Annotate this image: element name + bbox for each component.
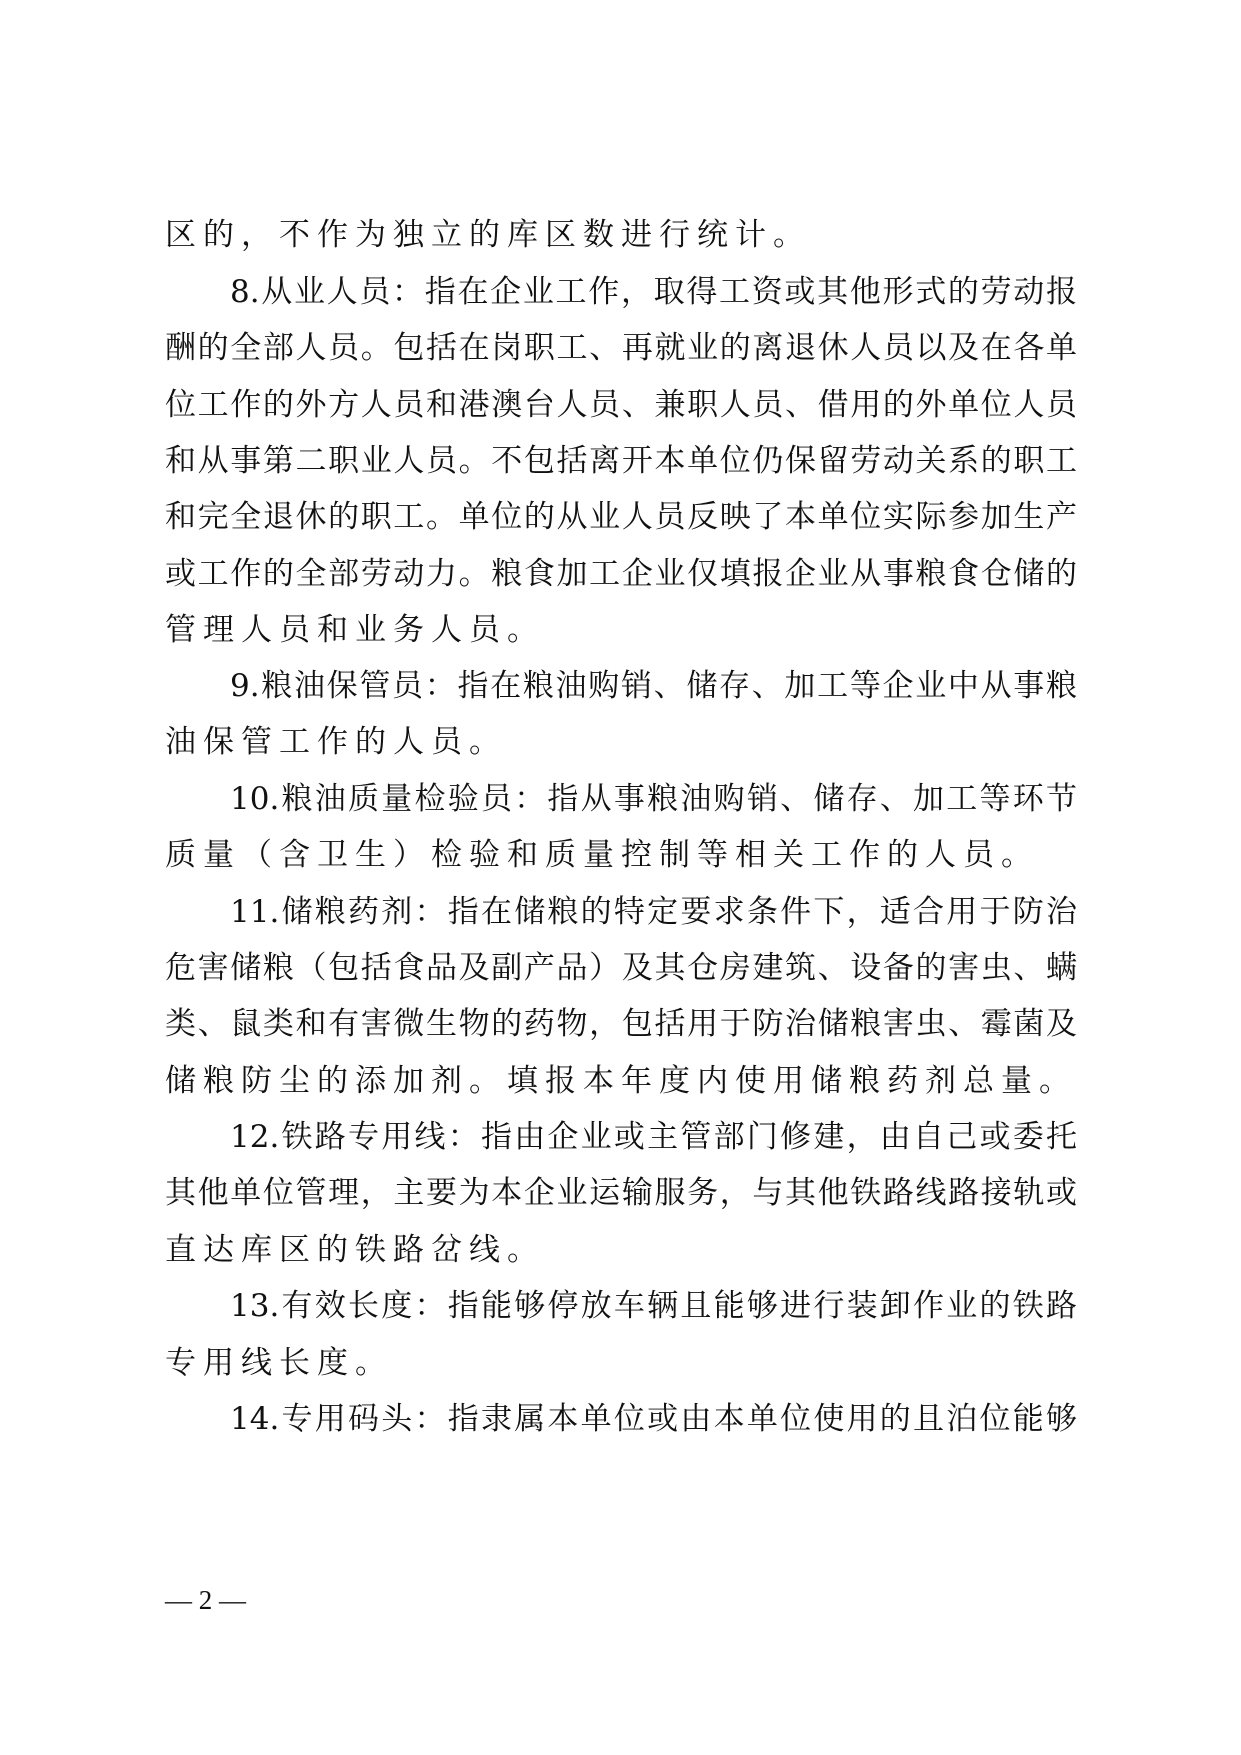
text-line: 或工作的全部劳动力。粮食加工企业仅填报企业从事粮食仓储的 [165, 556, 1077, 592]
text-line: 质量（含卫生）检验和质量控制等相关工作的人员。 [165, 837, 1039, 873]
text-line: 14.专用码头：指隶属本单位或由本单位使用的且泊位能够 [230, 1401, 1077, 1437]
text-line: 和完全退休的职工。单位的从业人员反映了本单位实际参加生产 [165, 499, 1077, 535]
text-line: 其他单位管理，主要为本企业运输服务，与其他铁路线路接轨或 [165, 1175, 1077, 1211]
text-line: 直达库区的铁路岔线。 [165, 1232, 545, 1268]
text-line: 区的，不作为独立的库区数进行统计。 [165, 217, 811, 253]
text-line: 8.从业人员：指在企业工作，取得工资或其他形式的劳动报 [230, 274, 1077, 310]
text-line: 储粮防尘的添加剂。填报本年度内使用储粮药剂总量。 [165, 1063, 1077, 1099]
text-line: 管理人员和业务人员。 [165, 612, 545, 648]
text-line: 类、鼠类和有害微生物的药物，包括用于防治储粮害虫、霉菌及 [165, 1006, 1077, 1042]
text-line: 位工作的外方人员和港澳台人员、兼职人员、借用的外单位人员 [165, 387, 1077, 423]
text-line: 9.粮油保管员：指在粮油购销、储存、加工等企业中从事粮 [230, 668, 1077, 704]
text-line: 11.储粮药剂：指在储粮的特定要求条件下，适合用于防治 [230, 894, 1077, 930]
text-line: 13.有效长度：指能够停放车辆且能够进行装卸作业的铁路 [230, 1288, 1077, 1324]
text-line: 危害储粮（包括食品及副产品）及其仓房建筑、设备的害虫、螨 [165, 950, 1077, 986]
text-line: 10.粮油质量检验员：指从事粮油购销、储存、加工等环节 [230, 781, 1077, 817]
text-line: 油保管工作的人员。 [165, 724, 507, 760]
text-line: 和从事第二职业人员。不包括离开本单位仍保留劳动关系的职工 [165, 443, 1077, 479]
text-line: 12.铁路专用线：指由企业或主管部门修建，由自己或委托 [230, 1119, 1077, 1155]
text-line: 酬的全部人员。包括在岗职工、再就业的离退休人员以及在各单 [165, 330, 1077, 366]
page-number: — 2 — [165, 1585, 246, 1615]
text-line: 专用线长度。 [165, 1345, 393, 1381]
